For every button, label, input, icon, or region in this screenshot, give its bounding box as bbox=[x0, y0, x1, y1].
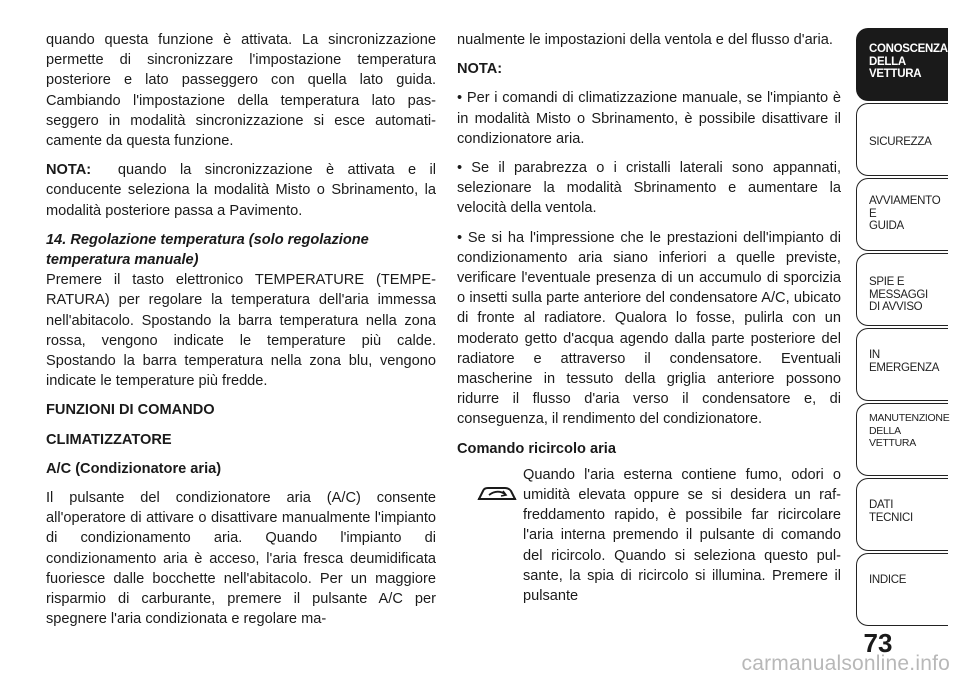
ac-title: A/C (Condizionatore aria) bbox=[46, 460, 222, 477]
bullet-manual-controls: • Per i comandi di climatizzazione manuale, se l'impianto è in modalità Misto o Sbrinamento, è possibile disattivare il condizionatore aria. bbox=[457, 90, 841, 147]
bullet-defog: • Se il parabrezza o i cristalli laterali sono appannati, selezionare la modalità Sbrinamento e aumentare la velocità della ventola. bbox=[457, 160, 841, 217]
tab-in-emergenza[interactable]: IN EMERGENZA bbox=[856, 328, 948, 401]
tab-spie-e-messaggi[interactable]: SPIE E MESSAGGI DI AVVISO bbox=[856, 253, 948, 326]
tab-avviamento-e-guida[interactable]: AVVIAMENTO E GUIDA bbox=[856, 178, 948, 251]
page-number: 73 bbox=[863, 628, 893, 658]
tab-sicurezza[interactable]: SICUREZZA bbox=[856, 103, 948, 176]
item14-title-line2: temperatura manuale) bbox=[46, 252, 199, 269]
tab-dati-tecnici[interactable]: DATI TECNICI bbox=[856, 478, 948, 551]
tab-conoscenza-della-vettura[interactable]: CONOSCENZA DELLA VETTURA bbox=[856, 28, 948, 101]
tab-manutenzione-della-vettura[interactable]: MANUTENZIONE DELLA VETTURA bbox=[856, 403, 948, 476]
recirc-title: Comando ricircolo aria bbox=[457, 440, 616, 457]
note-paragraph bbox=[46, 160, 436, 221]
ac-text: Il pulsante del condizionatore aria (A/C) consente all'operatore di attivare o disattivare manualmente l'impianto di condizionamento aria. Quando l'impianto di condizionamento aria è acceso, l'aria fresca deumidificata fuoriesce dalle bocchette nell'abitacolo. Per un maggiore risparmio di carburante, premere il pulsante A/C per spegnere l'aria condizionata e regolare ma- bbox=[46, 490, 436, 628]
right-column bbox=[457, 30, 841, 606]
section-title-line2: CLIMATIZZATORE bbox=[46, 431, 172, 448]
section-title-line1: FUNZIONI DI COMANDO bbox=[46, 402, 215, 419]
watermark-text: carmanualsonline.info bbox=[741, 652, 950, 675]
item14-text: Premere il tasto elettronico TEMPERATURE (TEMPERATURA) per regolare la temperatura dell'aria immessa nell'abitacolo. Spostando la barra temperatura nella zona rossa, vengono indicate le temperature più calde. Spostando la barra temperatura nella zona blu, vengono indicate le temperature più fredde. bbox=[46, 272, 436, 390]
left-column bbox=[46, 30, 436, 638]
tab-indice[interactable]: INDICE bbox=[856, 553, 948, 626]
recirc-block bbox=[457, 465, 841, 606]
note-text: quando la sincronizzazione è attivata e il conducente seleziona la modalità Misto o Sbrinamento, la modalità posteriore passa a Pavimento. bbox=[46, 162, 436, 219]
chapter-sidebar bbox=[856, 28, 948, 628]
recirculation-car-icon bbox=[475, 479, 519, 507]
bullet-condenser: • Se si ha l'impressione che le prestazioni dell'impianto di condizionamento aria siano inferiori a quelle previste, verificare l'eventuale presenza di un accumulo di sporcizia o insetti sulla parte anteriore del condensatore A/C, ubicato di fronte al radiatore. Qualora lo fosse, pulirla con un moderato getto d'acqua agendo dalla parte posteriore del radiatore e attraverso il condensatore. Eventuali mascherine in tessuto della griglia anteriore possono ridurre il flusso d'aria verso il condensatore e, di conseguenza, il rendimento del condizionatore. bbox=[457, 229, 841, 428]
note-heading: NOTA: bbox=[457, 61, 503, 78]
sync-paragraph: quando questa funzione è attivata. La sincronizzazione permette di sincronizzare l'impostazione temperatura posteriore e lato passeggero con quella lato guida. Cambiando l'impostazione della temperatura lato passeggero in modalità sincronizzazione si esce automaticamente da questa funzione. bbox=[46, 32, 436, 150]
recirc-text: Quando l'aria esterna contiene fumo, odori o umidità elevata oppure se si desidera un raffreddamento rapido, è possibile far ricircolare l'aria interna premendo il pulsante di comando del ricircolo. Quando si seleziona questo pulsante, la spia di ricircolo si illumina. Premere il pulsante bbox=[523, 466, 841, 605]
item14-title-line1: 14. Regolazione temperatura (solo regolazione bbox=[46, 231, 369, 248]
note-label: NOTA: bbox=[46, 162, 92, 179]
continuation-paragraph: nualmente le impostazioni della ventola e del flusso d'aria. bbox=[457, 32, 833, 48]
